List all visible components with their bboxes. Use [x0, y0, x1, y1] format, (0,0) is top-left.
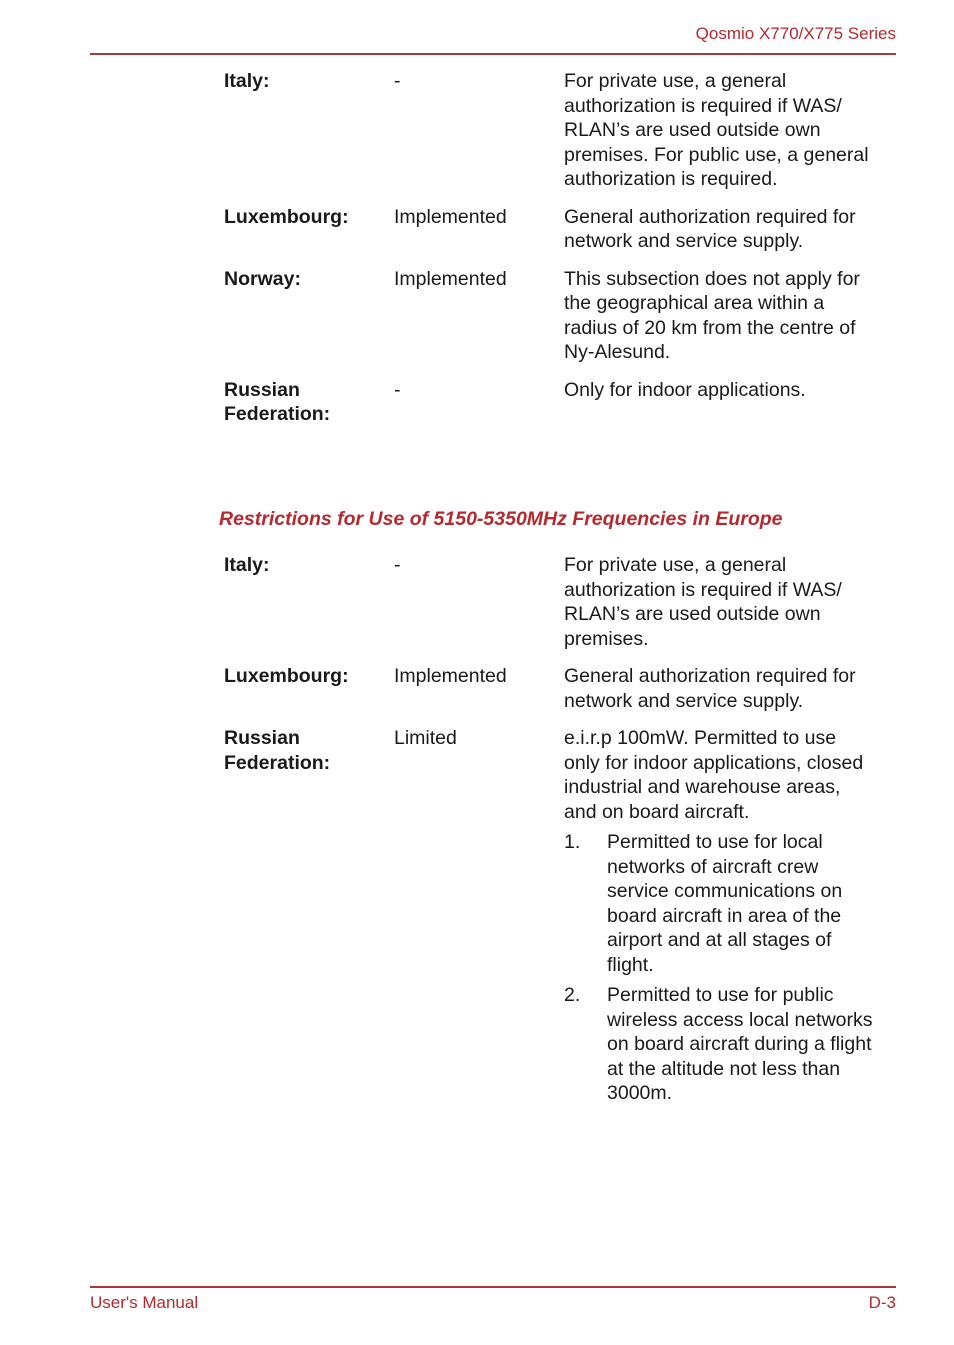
section-heading: Restrictions for Use of 5150-5350MHz Frequencies in Europe [219, 508, 783, 530]
country-cell: Russian Federation: [224, 727, 331, 774]
note-cell: Only for indoor applications. [564, 378, 806, 401]
table-row [224, 664, 896, 713]
status-cell: - [394, 70, 401, 92]
country-cell: Russian Federation: [224, 378, 331, 425]
regulation-table-2 [224, 553, 896, 1125]
page-number: D-3 [868, 1293, 896, 1312]
country-cell: Norway: [224, 267, 301, 290]
status-cell: Implemented [394, 267, 507, 290]
note-cell: For private use, a general authorization is required if WAS/ RLAN’s are used outside own premises. [564, 554, 842, 650]
header-rule [90, 53, 896, 55]
status-cell: - [394, 554, 401, 576]
status-cell: Implemented [394, 665, 507, 687]
table-row [224, 378, 896, 427]
country-cell: Italy: [224, 70, 270, 92]
footer-rule [90, 1286, 896, 1288]
note-cell: e.i.r.p 100mW. Permitted to use only for indoor applications, closed industrial and warehouse areas, and on board aircraft. 1. Permitted to use for local networks of aircraft crew service communications on board aircraft in area of the airport and at all stages of flight. 2. Permitted to use for public wireless access local networks on board aircraft during a flight at the altitude not less than 3000m. [564, 726, 896, 1112]
note-cell: General authorization required for network and service supply. [564, 665, 856, 712]
list-text: Permitted to use for local networks of aircraft crew service communications on board aircraft in area of the airport and at all stages of flight. [607, 831, 843, 976]
table-row [224, 553, 896, 651]
table-row [224, 726, 896, 1112]
footer-manual-label: User's Manual [90, 1293, 199, 1312]
list-item [564, 983, 896, 1106]
list-number: 2. [564, 984, 581, 1006]
list-text: Permitted to use for public wireless access local networks on board aircraft during a flight at the altitude not less than 3000m. [607, 984, 873, 1104]
table-row [224, 69, 896, 192]
note-cell: This subsection does not apply for the geographical area within a radius of 20 km from the centre of Ny-Alesund. [564, 267, 860, 363]
note-cell: For private use, a general authorization is required if WAS/ RLAN’s are used outside own premises. For public use, a general authorization is required. [564, 70, 869, 190]
status-cell: - [394, 378, 401, 401]
table-row [224, 205, 896, 254]
note-cell: General authorization required for network and service supply. [564, 205, 856, 252]
country-cell: Luxembourg: [224, 205, 349, 228]
country-cell: Luxembourg: [224, 665, 349, 687]
table-row [224, 267, 896, 365]
list-number: 1. [564, 831, 581, 853]
running-header: Qosmio X770/X775 Series [695, 24, 896, 43]
status-cell: Implemented [394, 205, 507, 228]
regulation-table-1 [224, 69, 896, 440]
list-item [564, 830, 896, 977]
country-cell: Italy: [224, 554, 270, 576]
numbered-list [564, 830, 896, 1106]
status-cell: Limited [394, 727, 457, 749]
